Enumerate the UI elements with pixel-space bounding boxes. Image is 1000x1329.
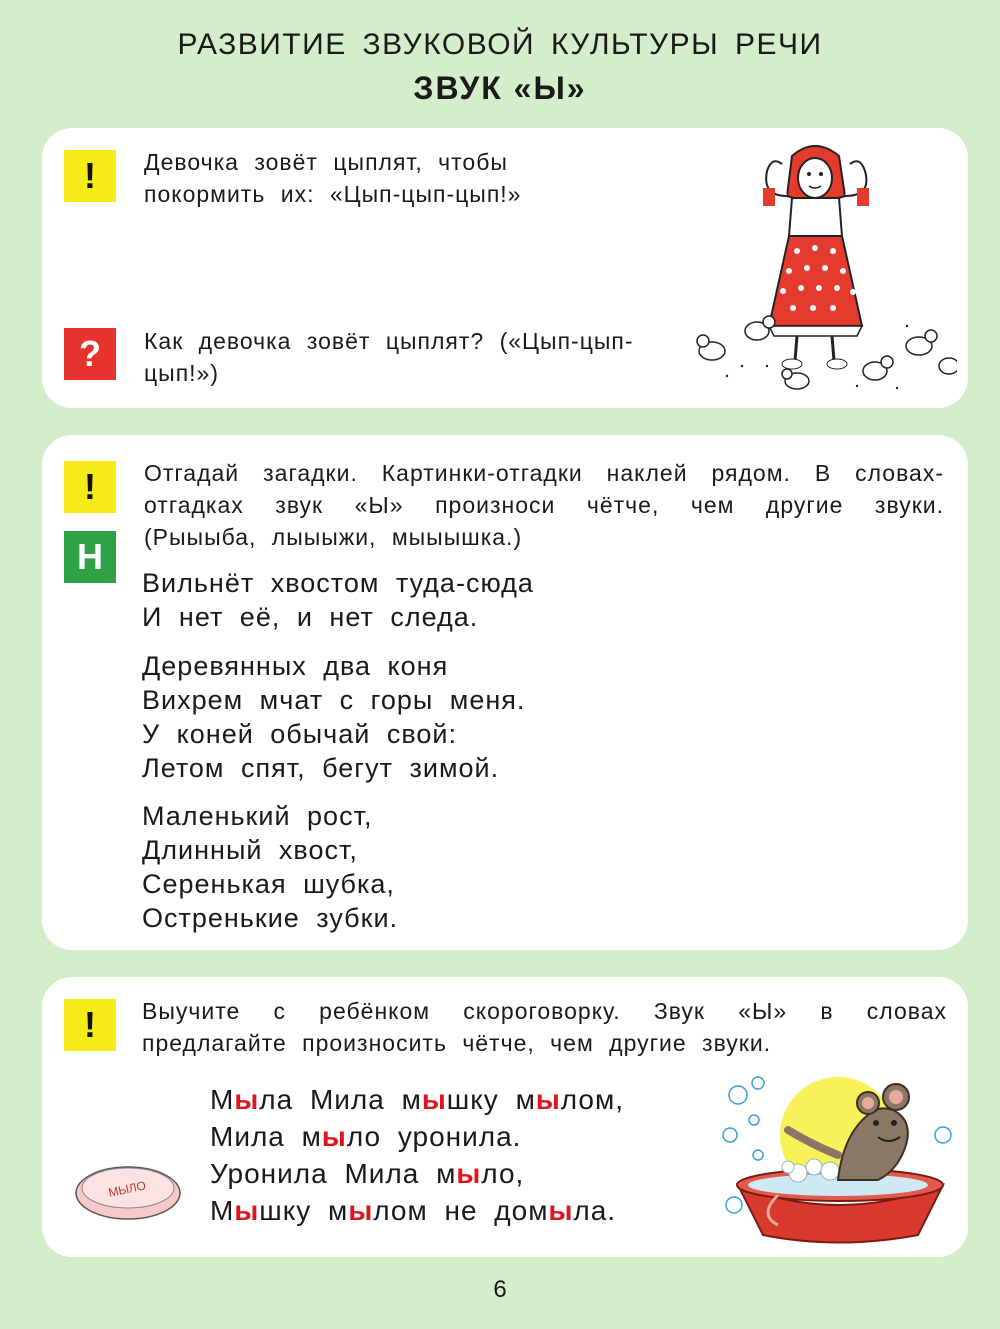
card3-instruction: Выучите с ребёнком скороговорку. Звук «Ы» в словах предлагайте произносить чётче, чем другие звуки. bbox=[142, 998, 947, 1056]
girl-with-chickens-illustration bbox=[657, 136, 957, 396]
riddle-line: Летом спят, бегут зимой. bbox=[142, 753, 500, 783]
tongue-twister-line bbox=[210, 1081, 624, 1118]
riddle-line: Длинный хвост, bbox=[142, 835, 358, 865]
card-riddles bbox=[42, 435, 968, 950]
text-fragment: лом не дом bbox=[373, 1195, 549, 1226]
text-fragment: М bbox=[210, 1195, 235, 1226]
riddle-line: У коней обычай свой: bbox=[142, 719, 457, 749]
soap-illustration bbox=[72, 1155, 184, 1227]
text-fragment: ла. bbox=[573, 1195, 617, 1226]
riddle-line: Остренькие зубки. bbox=[142, 903, 399, 933]
riddle-line: Маленький рост, bbox=[142, 801, 373, 831]
tongue-twister bbox=[210, 1081, 624, 1229]
question-badge: ? bbox=[64, 328, 116, 380]
text-fragment: лом, bbox=[560, 1084, 625, 1115]
riddle-line: Деревянных два коня bbox=[142, 651, 449, 681]
soap-label: МЫЛО bbox=[107, 1178, 148, 1200]
tongue-twister-line bbox=[210, 1118, 624, 1155]
highlighted-letter: ы bbox=[348, 1195, 374, 1226]
page-header bbox=[0, 28, 1000, 107]
sticker-badge: Н bbox=[64, 531, 116, 583]
riddle-line: Вихрем мчат с горы меня. bbox=[142, 685, 526, 715]
highlighted-letter: ы bbox=[321, 1121, 347, 1152]
card-tongue-twister bbox=[42, 977, 968, 1257]
card2-instruction: Отгадай загадки. Картинки-отгадки наклей рядом. В словах-отгадках звук «Ы» произноси чётче, чем другие звуки. (Рыыыба, лыыыжи, мыыышка.) bbox=[144, 460, 944, 550]
riddle-mouse bbox=[142, 799, 398, 935]
riddle-fish bbox=[142, 566, 534, 634]
highlighted-letter: ы bbox=[421, 1084, 447, 1115]
text-fragment: шку м bbox=[446, 1084, 536, 1115]
highlighted-letter: ы bbox=[535, 1084, 561, 1115]
riddle-line: И нет её, и нет следа. bbox=[142, 602, 479, 632]
exclamation-badge: ! bbox=[64, 999, 116, 1051]
riddle-line: Серенькая шубка, bbox=[142, 869, 395, 899]
riddle-skis bbox=[142, 649, 525, 785]
tongue-twister-line bbox=[210, 1155, 624, 1192]
page-title: ЗВУК «Ы» bbox=[413, 70, 587, 106]
tongue-twister-line bbox=[210, 1192, 624, 1229]
exclamation-badge: ! bbox=[64, 461, 116, 513]
text-fragment: Мила м bbox=[210, 1121, 322, 1152]
text-fragment: ла Мила м bbox=[259, 1084, 422, 1115]
mouse-in-basin-illustration bbox=[718, 1075, 958, 1245]
text-fragment: Уронила Мила м bbox=[210, 1158, 457, 1189]
text-fragment: ло, bbox=[481, 1158, 525, 1189]
riddle-line: Вильнёт хвостом туда-сюда bbox=[142, 568, 534, 598]
exclamation-badge: ! bbox=[64, 150, 116, 202]
card-chickens bbox=[42, 128, 968, 408]
text-fragment: М bbox=[210, 1084, 235, 1115]
highlighted-letter: ы bbox=[548, 1195, 574, 1226]
highlighted-letter: ы bbox=[234, 1195, 260, 1226]
text-fragment: шку м bbox=[259, 1195, 349, 1226]
text-fragment: ло уронила. bbox=[346, 1121, 522, 1152]
card1-instruction: Девочка зовёт цыплят, чтобы покормить их: «Цып-цып-цып!» bbox=[144, 149, 522, 207]
highlighted-letter: ы bbox=[456, 1158, 482, 1189]
highlighted-letter: ы bbox=[234, 1084, 260, 1115]
card1-question: Как девочка зовёт цыплят? («Цып-цып-цып!») bbox=[144, 328, 634, 386]
section-subtitle: РАЗВИТИЕ ЗВУКОВОЙ КУЛЬТУРЫ РЕЧИ bbox=[177, 28, 823, 61]
page-number: 6 bbox=[493, 1276, 507, 1303]
